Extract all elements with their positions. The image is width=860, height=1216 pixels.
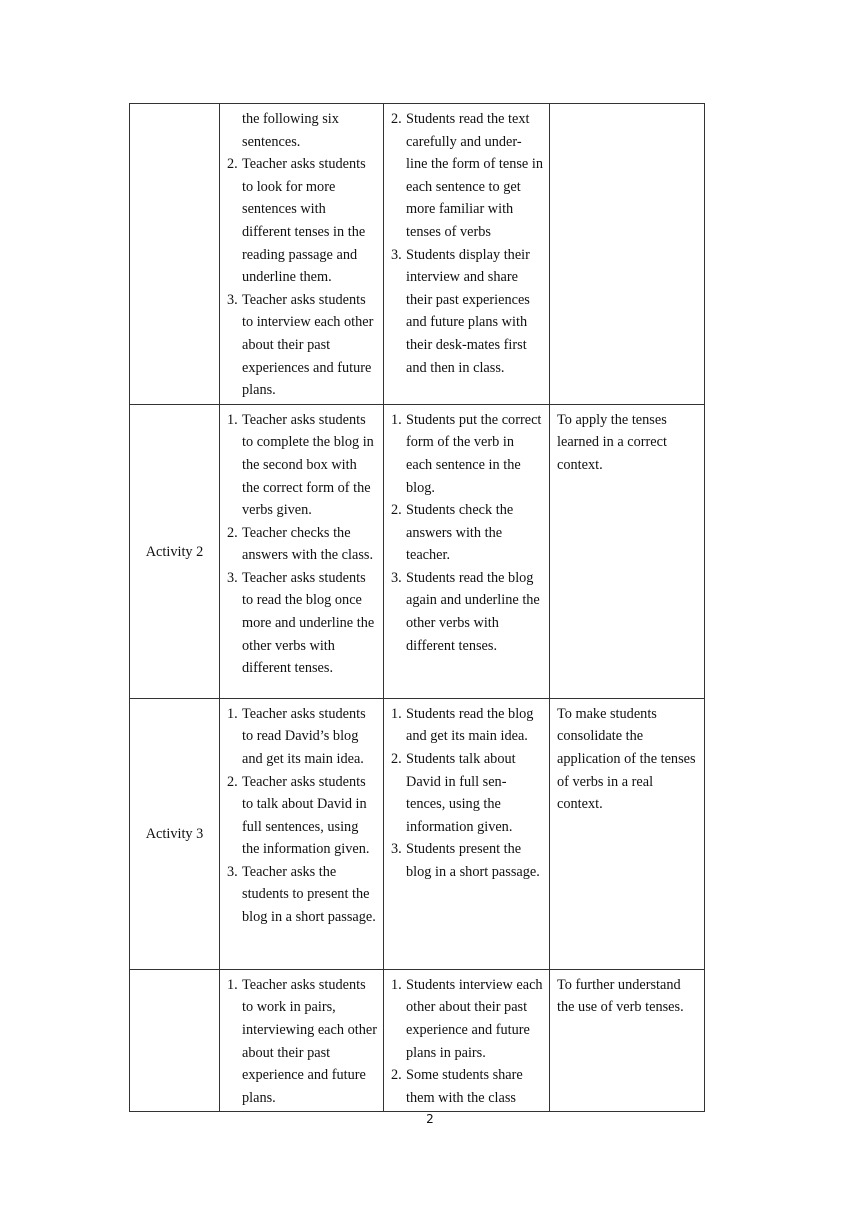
- table-row: [130, 698, 705, 969]
- list-item: 1. Students interview each other about their past experience and future plans in pairs.: [391, 976, 543, 1061]
- teacher-activity-cell: [220, 404, 384, 698]
- list-item: 1. Teacher asks students to work in pairs, interviewing each other about their past experience and future plans.: [227, 976, 377, 1106]
- list-item: 3. Teacher asks students to read the blog once more and underline the other verbs with different tenses.: [227, 569, 375, 677]
- activity-label: [130, 969, 220, 1112]
- student-activity-cell: [384, 698, 550, 969]
- page-number: 2: [426, 1112, 434, 1126]
- purpose-cell: To apply the tenses learned in a correct context.: [550, 404, 705, 698]
- teacher-activity-cell: [220, 969, 384, 1112]
- purpose-cell: [550, 104, 705, 405]
- list-item: 2. Teacher asks students to talk about David in full sentences, using the information given.: [227, 773, 370, 858]
- list-item: the following six sentences.: [242, 111, 339, 150]
- activity-label: Activity 2: [130, 404, 220, 698]
- list-item: 2. Students talk about David in full sen-tences, using the information given.: [391, 750, 516, 835]
- list-item: 2. Some students share them with the class: [391, 1067, 523, 1106]
- list-item: 2. Teacher asks students to look for more sentences with different tenses in the reading passage and underline them.: [227, 156, 366, 286]
- table-row: [130, 969, 705, 1112]
- table-row: [130, 104, 705, 405]
- purpose-cell: To make students consolidate the application of the tenses of verbs in a real context.: [550, 698, 705, 969]
- list-item: 1. Teacher asks students to complete the blog in the second box with the correct form of the verbs given.: [227, 411, 374, 519]
- student-activity-cell: [384, 104, 550, 405]
- list-item: 2. Students read the text carefully and under-line the form of tense in each sentence to get more familiar with tenses of verbs: [391, 111, 543, 240]
- activity-label: Activity 3: [130, 698, 220, 969]
- list-item: 3. Students display their interview and share their past experiences and future plans with their desk-mates first and then in class.: [391, 246, 530, 376]
- list-item: 1. Students read the blog and get its main idea.: [391, 705, 534, 745]
- list-item: 1. Teacher asks students to read David’s blog and get its main idea.: [227, 705, 366, 767]
- list-item: 2. Teacher checks the answers with the class.: [227, 524, 374, 564]
- student-activity-cell: [384, 969, 550, 1112]
- list-item: 3. Teacher asks the students to present the blog in a short passage.: [227, 863, 376, 926]
- teacher-activity-cell: [220, 698, 384, 969]
- activity-label: [130, 104, 220, 405]
- student-activity-cell: [384, 404, 550, 698]
- list-item: 3. Students read the blog again and underline the other verbs with different tenses.: [391, 569, 540, 654]
- list-item: 3. Teacher asks students to interview each other about their past experiences and future plans.: [227, 291, 374, 399]
- purpose-cell: To further understand the use of verb tenses.: [550, 969, 705, 1112]
- table-row: [130, 404, 705, 698]
- lesson-plan-table: [129, 103, 705, 1112]
- list-item: 3. Students present the blog in a short passage.: [391, 841, 540, 880]
- list-item: 2. Students check the answers with the teacher.: [391, 502, 514, 564]
- teacher-activity-cell: [220, 104, 384, 405]
- list-item: 1. Students put the correct form of the verb in each sentence in the blog.: [391, 411, 542, 496]
